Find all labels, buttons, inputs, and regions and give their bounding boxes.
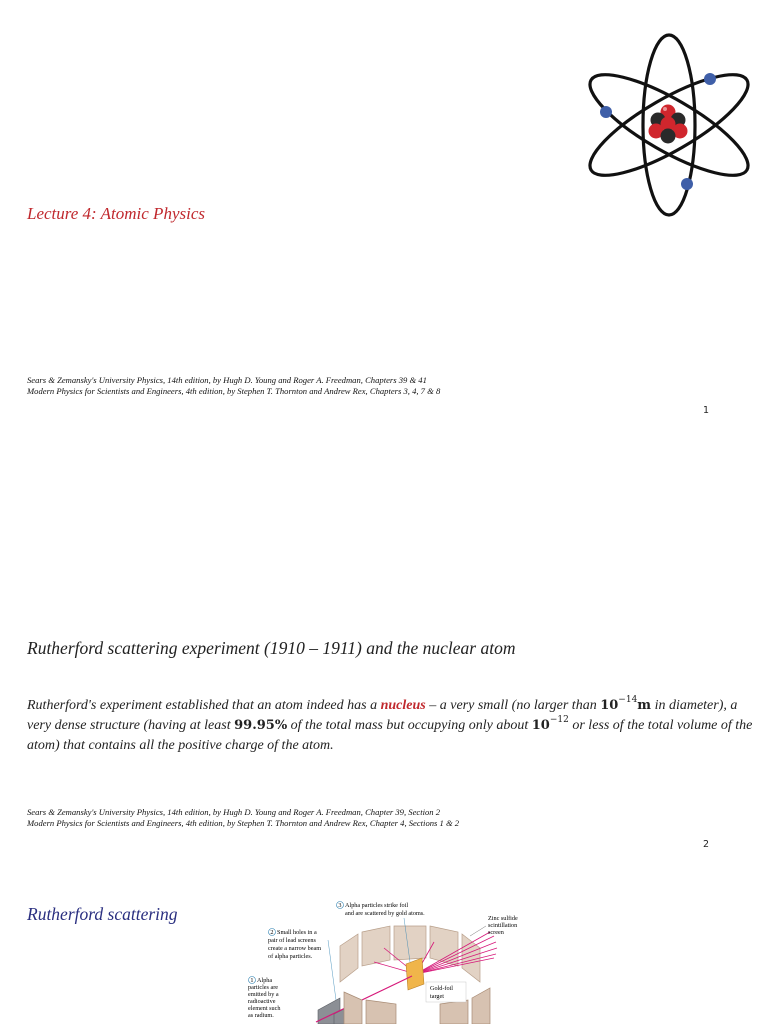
atom-icon	[584, 32, 754, 218]
step-1-number: 1	[250, 977, 254, 984]
step-2-label: of alpha particles.	[268, 953, 313, 960]
page-number: 2	[702, 839, 709, 850]
step-3-label: and are scattered by gold atoms.	[345, 910, 425, 917]
step-1-label: as radium.	[248, 1012, 274, 1019]
body-text: of the total mass but occupying only about	[287, 718, 532, 733]
gold-foil	[406, 958, 424, 990]
slide-2	[0, 430, 768, 860]
lecture-title: Lecture 4: Atomic Physics	[27, 204, 205, 223]
step-1-label: particles are	[248, 984, 279, 991]
step-1-label: Alpha	[257, 977, 273, 984]
step-2-label: Small holes in a	[277, 929, 317, 936]
lead-screens	[318, 998, 346, 1024]
body-text: – a very small (no larger than	[425, 698, 601, 713]
foil-label: Gold-foil	[430, 985, 454, 992]
slide-title: Rutherford scattering experiment (1910 – 1911) and the nuclear atom	[27, 638, 516, 658]
alpha-beam	[316, 976, 412, 1022]
reference-1: Sears & Zemansky's University Physics, 14th edition, by Hugh D. Young and Roger A. Freedman, Chapter 39, Section 2	[27, 807, 441, 817]
body-text: or less of the total volume of the atom) that contains all the positive charge of the atom.	[27, 718, 753, 753]
step-2-label: create a narrow beam	[268, 945, 322, 952]
reference-2: Modern Physics for Scientists and Engineers, 4th edition, by Stephen T. Thornton and Andrew Rex, Chapters 3, 4, 7 & 8	[27, 386, 441, 396]
nucleus-term: nucleus	[380, 698, 426, 713]
screen-label: Zinc sulfide	[488, 915, 518, 922]
references	[27, 375, 440, 397]
slide-1	[0, 0, 768, 430]
rutherford-apparatus-diagram	[244, 896, 534, 1024]
step-2-label: pair of lead screens	[268, 937, 316, 944]
body-text: in diameter), a very dense structure (having at least	[27, 698, 738, 733]
step-3-label: Alpha particles strike foil	[345, 902, 409, 909]
reference-1: Sears & Zemansky's University Physics, 14th edition, by Hugh D. Young and Roger A. Freedman, Chapters 39 & 41	[27, 375, 427, 385]
body-text: Rutherford's experiment established that an atom indeed has a	[27, 698, 381, 713]
step-3-number: 3	[338, 902, 342, 909]
page-number: 1	[702, 405, 709, 416]
step-2-number: 2	[270, 929, 274, 936]
step-1-label: emitted by a	[248, 991, 279, 998]
screen-label: scintillation	[488, 922, 518, 929]
size-value: $10^{-14}m$	[600, 695, 652, 713]
screen-label: screen	[488, 929, 504, 936]
slide-body	[27, 696, 757, 756]
slide-3	[0, 860, 768, 1024]
step-1-label: element such	[248, 1005, 281, 1012]
foil-label: target	[430, 993, 444, 1000]
mass-percent: 99.95%	[234, 718, 288, 733]
volume-value: $10^{-12}$	[531, 715, 569, 733]
step-1-label: radioactive	[248, 998, 276, 1005]
slide-title: Rutherford scattering	[27, 904, 178, 924]
reference-2: Modern Physics for Scientists and Engineers, 4th edition, by Stephen T. Thornton and Andrew Rex, Chapter 4, Sections 1 & 2	[27, 818, 460, 828]
references	[27, 807, 459, 829]
